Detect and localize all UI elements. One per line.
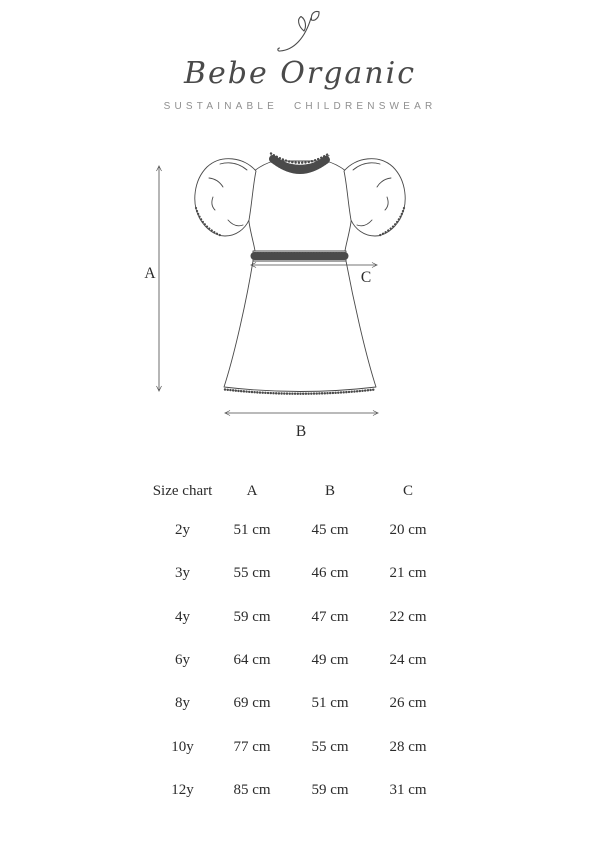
size-cell: 12y: [171, 781, 194, 798]
measurement-a-cell: 69 cm: [233, 695, 271, 712]
brand-tagline: SUSTAINABLE CHILDRENSWEAR: [163, 101, 437, 112]
measurement-label-b: B: [295, 423, 307, 440]
branch-leaves-icon: [277, 10, 321, 54]
table-row: [152, 769, 447, 812]
measurement-c-cell: 26 cm: [389, 695, 427, 712]
measurement-b-cell: 49 cm: [311, 652, 349, 669]
column-header-c: C: [402, 482, 413, 499]
measurement-c-cell: 28 cm: [389, 738, 427, 755]
table-row: [152, 639, 447, 682]
measurement-b-cell: 51 cm: [311, 695, 349, 712]
measurement-label-a: A: [144, 265, 156, 282]
measurement-c-cell: 31 cm: [389, 781, 427, 798]
table-row: [152, 682, 447, 725]
measurement-b-cell: 45 cm: [311, 522, 349, 539]
measurement-a-cell: 64 cm: [233, 652, 271, 669]
waistband: [253, 251, 346, 261]
table-row: [152, 725, 447, 768]
measurement-c-cell: 20 cm: [389, 522, 427, 539]
size-cell: 4y: [175, 608, 190, 625]
measurement-a-cell: 77 cm: [233, 738, 271, 755]
measurement-label-c: C: [360, 269, 372, 286]
measurement-a-cell: 85 cm: [233, 781, 271, 798]
measurement-b-cell: 47 cm: [311, 608, 349, 625]
measurement-b-cell: 55 cm: [311, 738, 349, 755]
right-sleeve: [344, 159, 405, 236]
column-header-b: B: [324, 482, 335, 499]
table-row: [152, 509, 447, 552]
measurement-b-cell: 59 cm: [311, 781, 349, 798]
size-cell: 2y: [175, 522, 190, 539]
dress-measurement-diagram: [140, 140, 460, 450]
size-cell: 8y: [175, 695, 190, 712]
table-row: [152, 552, 447, 595]
table-row: [152, 596, 447, 639]
measurement-a-cell: 51 cm: [233, 522, 271, 539]
measurement-b-cell: 46 cm: [311, 565, 349, 582]
size-cell: 3y: [175, 565, 190, 582]
measurement-c-cell: 24 cm: [389, 652, 427, 669]
skirt-outline: [224, 261, 376, 392]
size-chart-title: Size chart: [152, 482, 213, 499]
measurement-a-cell: 59 cm: [233, 608, 271, 625]
table-header-row: [152, 473, 447, 509]
column-header-a: A: [246, 482, 258, 499]
bodice-outline: [248, 161, 352, 251]
size-cell: 6y: [175, 652, 190, 669]
left-sleeve: [195, 159, 256, 236]
brand-name: Bebe Organic: [183, 56, 417, 91]
measurement-a-cell: 55 cm: [233, 565, 271, 582]
size-cell: 10y: [171, 738, 194, 755]
measurement-c-cell: 21 cm: [389, 565, 427, 582]
size-chart-table: [152, 473, 447, 812]
measurement-c-cell: 22 cm: [389, 608, 427, 625]
